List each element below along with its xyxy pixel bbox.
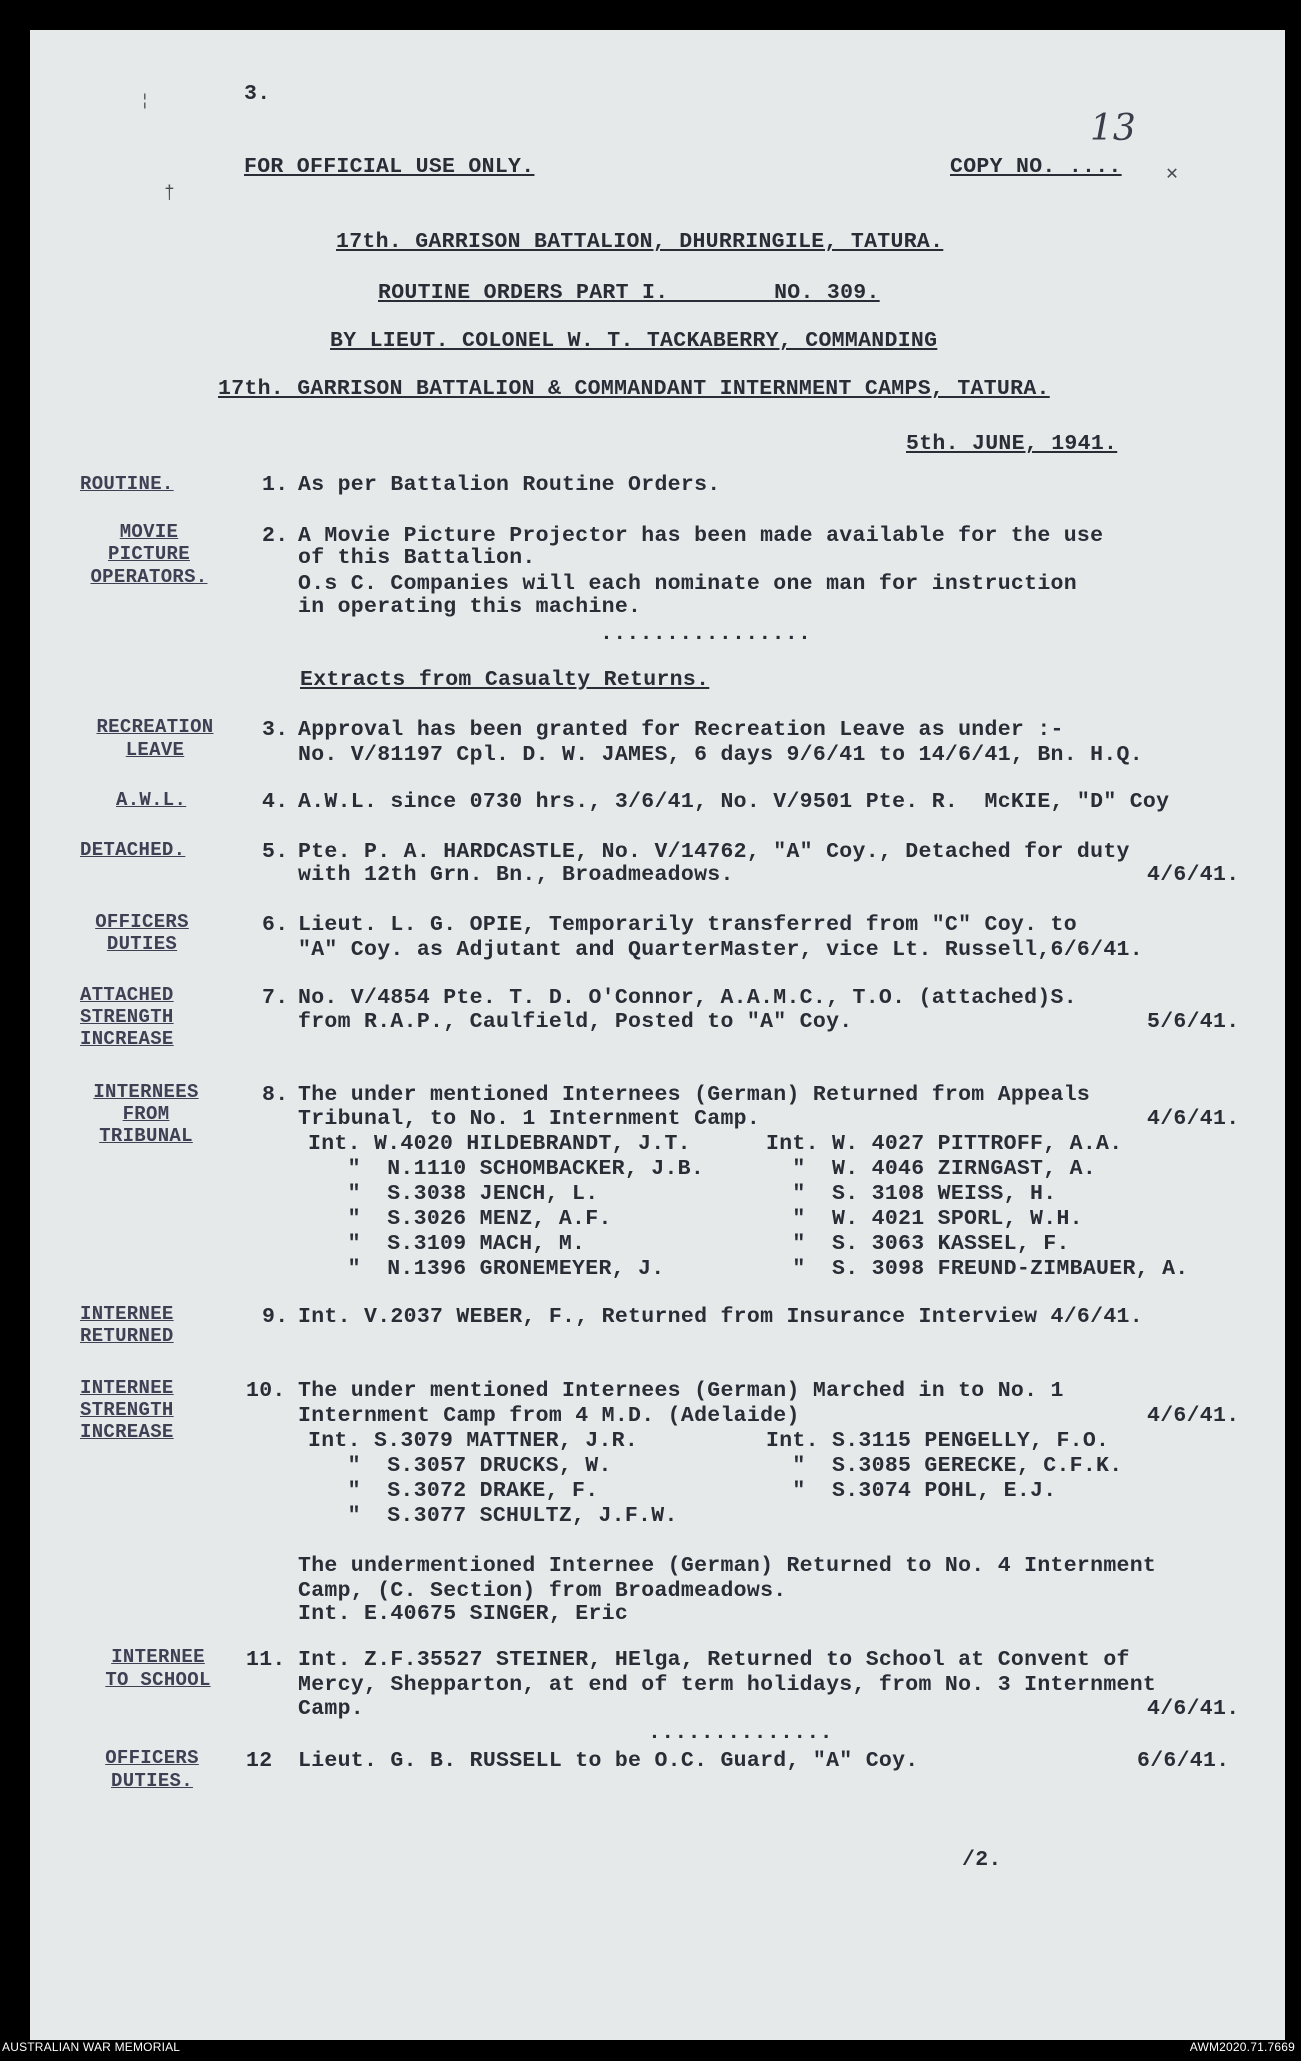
item-text: No. V/4854 Pte. T. D. O'Connor, A.A.M.C., T.O. (attached)S. (298, 986, 1077, 1010)
handwritten-copy-number: 13 (1090, 108, 1136, 149)
routine-orders-title: ROUTINE ORDERS PART I. NO. 309. (378, 281, 880, 305)
margin-heading: STRENGTH (80, 1006, 174, 1028)
item-number: 7. (262, 986, 289, 1010)
footer-archive-name: AUSTRALIAN WAR MEMORIAL (2, 2040, 181, 2054)
item-text: of this Battalion. (298, 546, 536, 570)
command-line: 17th. GARRISON BATTALION & COMMANDANT INTERNMENT CAMPS, TATURA. (218, 377, 1050, 401)
item-text: Lieut. G. B. RUSSELL to be O.C. Guard, "A" Coy. (298, 1749, 919, 1773)
item-number: 4. (262, 790, 289, 814)
item-number: 12 (246, 1749, 273, 1773)
item-text: Pte. P. A. HARDCASTLE, No. V/14762, "A" Coy., Detached for duty (298, 840, 1130, 864)
internee-entry: " S. 3063 KASSEL, F. (766, 1232, 1070, 1256)
extracts-heading: Extracts from Casualty Returns. (300, 668, 710, 692)
internee-entry: " N.1110 SCHOMBACKER, J.B. (308, 1157, 705, 1181)
item-text: The under mentioned Internees (German) Marched in to No. 1 (298, 1379, 1064, 1403)
separator: .............. (648, 1721, 833, 1745)
item-text: Int. Z.F.35527 STEINER, HElga, Returned to School at Convent of (298, 1648, 1130, 1672)
internee-entry: Int. W. 4027 PITTROFF, A.A. (766, 1132, 1123, 1156)
margin-heading: OFFICERS (95, 911, 189, 933)
margin-heading: DUTIES. (111, 1770, 193, 1792)
item-number: 8. (262, 1083, 289, 1107)
internee-entry: " W. 4021 SPORL, W.H. (766, 1207, 1083, 1231)
internee-entry: Int. W.4020 HILDEBRANDT, J.T. (308, 1132, 691, 1156)
internee-entry: " S. 3108 WEISS, H. (766, 1182, 1057, 1206)
item-number: 2. (262, 524, 289, 548)
margin-heading: RECREATION (96, 716, 214, 738)
item-text: The under mentioned Internees (German) Returned from Appeals (298, 1083, 1091, 1107)
item-date: 4/6/41. (1147, 863, 1240, 887)
item-date: 6/6/41. (1137, 1749, 1230, 1773)
item-text: from R.A.P., Caulfield, Posted to "A" Coy. (298, 1010, 853, 1034)
item-number: 3. (262, 718, 289, 742)
margin-heading: LEAVE (125, 739, 185, 761)
internee-entry: Int. S.3079 MATTNER, J.R. (308, 1429, 639, 1453)
item-text: Internment Camp from 4 M.D. (Adelaide) (298, 1404, 800, 1428)
item-text: Int. E.40675 SINGER, Eric (298, 1602, 629, 1626)
internee-entry: " S.3072 DRAKE, F. (308, 1479, 599, 1503)
margin-heading: OFFICERS (105, 1747, 199, 1769)
internee-entry: " S.3038 JENCH, L. (308, 1182, 599, 1206)
margin-heading: FROM (122, 1103, 170, 1125)
margin-heading: MOVIE (119, 521, 179, 543)
continued-marker: /2. (962, 1848, 1002, 1872)
copy-number-label: COPY NO. .... (950, 155, 1122, 179)
item-text: in operating this machine. (298, 595, 642, 619)
item-number: 5. (262, 840, 289, 864)
order-date: 5th. JUNE, 1941. (906, 432, 1118, 456)
margin-heading: DETACHED. (80, 839, 186, 861)
margin-heading: PICTURE (108, 543, 190, 565)
margin-heading: DUTIES (106, 933, 178, 955)
margin-heading: INTERNEES (93, 1081, 199, 1103)
item-text: The undermentioned Internee (German) Returned to No. 4 Internment (298, 1554, 1157, 1578)
separator: ................ (600, 622, 812, 646)
item-text: "A" Coy. as Adjutant and QuarterMaster, vice Lt. Russell,6/6/41. (298, 938, 1143, 962)
item-date: 4/6/41. (1147, 1697, 1240, 1721)
margin-heading: STRENGTH (80, 1399, 174, 1421)
internee-entry: Int. S.3115 PENGELLY, F.O. (766, 1429, 1110, 1453)
internee-entry: " W. 4046 ZIRNGAST, A. (766, 1157, 1097, 1181)
item-number: 6. (262, 913, 289, 937)
internee-entry: " S.3077 SCHULTZ, J.F.W. (308, 1504, 678, 1528)
official-use-label: FOR OFFICIAL USE ONLY. (244, 155, 535, 179)
item-text: No. V/81197 Cpl. D. W. JAMES, 6 days 9/6/41 to 14/6/41, Bn. H.Q. (298, 743, 1143, 767)
item-text: As per Battalion Routine Orders. (298, 473, 721, 497)
item-date: 4/6/41. (1147, 1107, 1240, 1131)
margin-heading: ROUTINE. (80, 473, 174, 495)
item-date: 5/6/41. (1147, 1010, 1240, 1034)
margin-heading: OPERATORS. (90, 566, 208, 588)
margin-heading: INTERNEE (80, 1377, 174, 1399)
item-text: Tribunal, to No. 1 Internment Camp. (298, 1107, 761, 1131)
internee-entry: " S.3085 GERECKE, C.F.K. (766, 1454, 1123, 1478)
margin-heading: A.W.L. (116, 789, 187, 811)
item-text: Int. V.2037 WEBER, F., Returned from Insurance Interview 4/6/41. (298, 1305, 1143, 1329)
item-number: 1. (262, 473, 289, 497)
margin-heading: INCREASE (80, 1028, 174, 1050)
internee-entry: " S.3074 POHL, E.J. (766, 1479, 1057, 1503)
margin-heading: INTERNEE (111, 1646, 205, 1668)
margin-heading: RETURNED (80, 1325, 174, 1347)
margin-heading: TRIBUNAL (99, 1125, 193, 1147)
margin-heading: ATTACHED (80, 984, 174, 1006)
item-text: Camp, (C. Section) from Broadmeadows. (298, 1579, 787, 1603)
item-text: with 12th Grn. Bn., Broadmeadows. (298, 863, 734, 887)
punch-mark: ¦ (140, 92, 150, 110)
margin-heading: INTERNEE (80, 1303, 174, 1325)
item-text: Camp. (298, 1697, 365, 1721)
footer-reference: AWM2020.71.7669 (1189, 2040, 1295, 2054)
ink-mark: ✕ (1166, 163, 1179, 186)
item-text: Lieut. L. G. OPIE, Temporarily transferred from "C" Coy. to (298, 913, 1077, 937)
item-number: 10. (246, 1379, 286, 1403)
internee-entry: " S. 3098 FREUND-ZIMBAUER, A. (766, 1257, 1189, 1281)
internee-entry: " S.3026 MENZ, A.F. (308, 1207, 612, 1231)
internee-entry: " N.1396 GRONEMEYER, J. (308, 1257, 665, 1281)
item-text: A Movie Picture Projector has been made available for the use (298, 524, 1104, 548)
item-text: O.s C. Companies will each nominate one man for instruction (298, 572, 1077, 596)
page-number: 3. (244, 82, 271, 106)
item-text: Mercy, Shepparton, at end of term holidays, from No. 3 Internment (298, 1673, 1157, 1697)
item-date: 4/6/41. (1147, 1404, 1240, 1428)
item-text: Approval has been granted for Recreation Leave as under :- (298, 718, 1064, 742)
margin-heading: INCREASE (80, 1421, 174, 1443)
item-number: 9. (262, 1305, 289, 1329)
item-text: A.W.L. since 0730 hrs., 3/6/41, No. V/9501 Pte. R. McKIE, "D" Coy (298, 790, 1170, 814)
punch-mark: † (164, 184, 175, 204)
commanding-officer-line: BY LIEUT. COLONEL W. T. TACKABERRY, COMMANDING (330, 329, 938, 353)
internee-entry: " S.3057 DRUCKS, W. (308, 1454, 612, 1478)
unit-title: 17th. GARRISON BATTALION, DHURRINGILE, TATURA. (336, 230, 944, 254)
item-number: 11. (246, 1648, 286, 1672)
internee-entry: " S.3109 MACH, M. (308, 1232, 586, 1256)
margin-heading: TO SCHOOL (105, 1669, 211, 1691)
